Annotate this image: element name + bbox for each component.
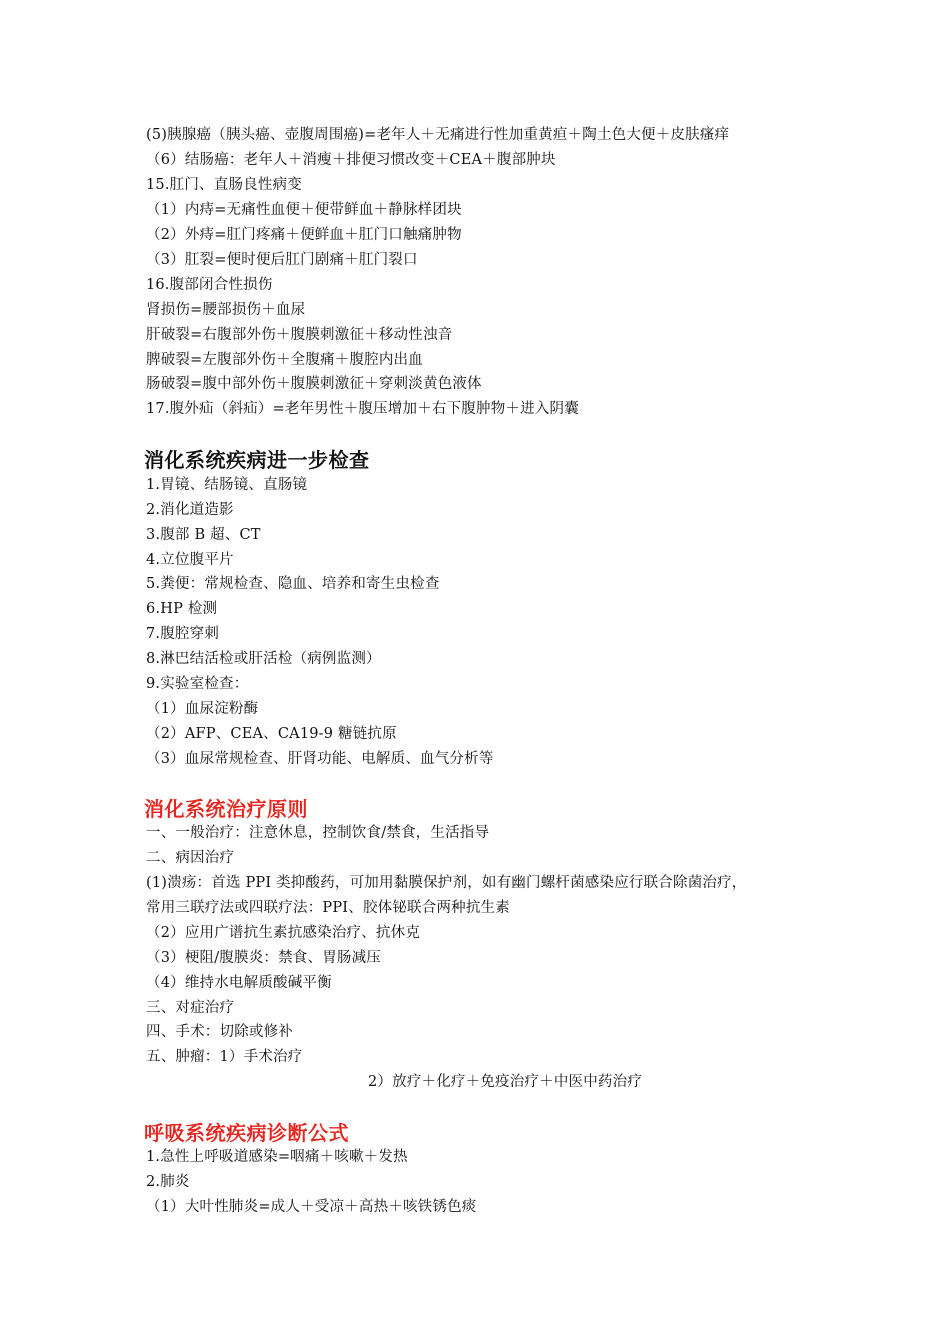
text-line: （2）AFP、CEA、CA19-9 糖链抗原 [146, 726, 397, 742]
text-line: 8.淋巴结活检或肝活检（病例监测） [146, 651, 381, 667]
text-line: 17.腹外疝（斜疝）=老年男性＋腹压增加＋右下腹肿物＋进入阴囊 [146, 401, 579, 417]
text-line: (5)胰腺癌（胰头癌、壶腹周围癌)=老年人＋无痛进行性加重黄疸＋陶土色大便＋皮肤瘙痒 [146, 127, 730, 143]
text-line: （3）血尿常规检查、肝肾功能、电解质、血气分析等 [146, 751, 494, 767]
text-line: 5.粪便：常规检查、隐血、培养和寄生虫检查 [146, 576, 440, 592]
text-line: 7.腹腔穿刺 [146, 626, 220, 642]
text-line: （4）维持水电解质酸碱平衡 [146, 975, 332, 991]
text-line: 一、一般治疗：注意休息，控制饮食/禁食，生活指导 [146, 825, 490, 841]
text-line: 肝破裂=右腹部外伤＋腹膜刺激征＋移动性浊音 [146, 327, 453, 343]
text-line: 肠破裂=腹中部外伤＋腹膜刺激征＋穿刺淡黄色液体 [146, 376, 482, 392]
text-line: 9.实验室检查： [146, 676, 249, 692]
text-line: 常用三联疗法或四联疗法：PPI、胶体铋联合两种抗生素 [146, 900, 510, 916]
text-line-indented: 2）放疗＋化疗＋免疫治疗＋中医中药治疗 [368, 1074, 643, 1090]
text-line: （2）外痔=肛门疼痛＋便鲜血＋肛门口触痛肿物 [146, 227, 462, 243]
section-heading-treatment: 消化系统治疗原则 [144, 797, 308, 821]
section-heading-respiratory: 呼吸系统疾病诊断公式 [144, 1121, 349, 1145]
text-line: （3）肛裂=便时便后肛门剧痛＋肛门裂口 [146, 252, 418, 268]
text-line: 脾破裂=左腹部外伤＋全腹痛＋腹腔内出血 [146, 352, 423, 368]
section-heading-exam: 消化系统疾病进一步检查 [144, 448, 370, 472]
text-line: 二、病因治疗 [146, 850, 235, 866]
text-line: 16.腹部闭合性损伤 [146, 277, 273, 293]
text-line: 五、肿瘤：1）手术治疗 [146, 1049, 303, 1065]
text-line: （1）大叶性肺炎=成人＋受凉＋高热＋咳铁锈色痰 [146, 1199, 477, 1215]
text-line: 6.HP 检测 [146, 601, 218, 617]
text-line: 四、手术：切除或修补 [146, 1024, 293, 1040]
text-line: (1)溃疡：首选 PPI 类抑酸药，可加用黏膜保护剂，如有幽门螺杆菌感染应行联合除菌治疗， [146, 875, 747, 891]
text-line: 三、对症治疗 [146, 1000, 235, 1016]
text-line: 3.腹部 B 超、CT [146, 527, 261, 543]
text-line: （1）内痔=无痛性血便＋便带鲜血＋静脉样团块 [146, 202, 462, 218]
text-line: 4.立位腹平片 [146, 552, 234, 568]
text-line: （6）结肠癌：老年人＋消瘦＋排便习惯改变＋CEA＋腹部肿块 [146, 152, 556, 168]
text-line: 1.急性上呼吸道感染=咽痛＋咳嗽＋发热 [146, 1149, 408, 1165]
text-line: （2）应用广谱抗生素抗感染治疗、抗休克 [146, 925, 421, 941]
text-line: 1.胃镜、结肠镜、直肠镜 [146, 477, 308, 493]
text-line: （1）血尿淀粉酶 [146, 701, 259, 717]
text-line: 15.肛门、直肠良性病变 [146, 177, 302, 193]
text-line: 肾损伤=腰部损伤＋血尿 [146, 302, 306, 318]
text-line: 2.肺炎 [146, 1174, 190, 1190]
text-line: 2.消化道造影 [146, 502, 234, 518]
text-line: （3）梗阻/腹膜炎：禁食、胃肠减压 [146, 950, 382, 966]
